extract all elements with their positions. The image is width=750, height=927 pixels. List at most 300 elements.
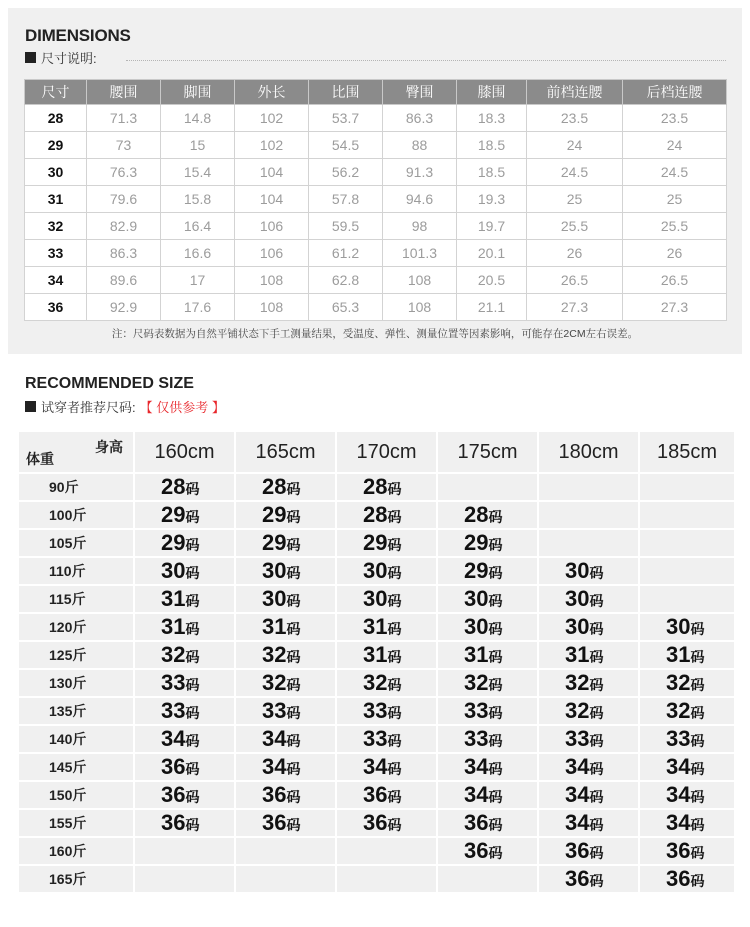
- size-suffix: 码: [387, 817, 402, 833]
- size-number: 34: [262, 754, 287, 779]
- size-number: 33: [161, 698, 186, 723]
- measurement-cell: 26.5: [623, 267, 727, 294]
- recommended-size-cell: [134, 641, 235, 669]
- measurement-cell: 18.5: [457, 159, 527, 186]
- size-suffix: 码: [690, 649, 705, 665]
- measurement-cell: 26: [623, 240, 727, 267]
- size-number: 36: [464, 810, 489, 835]
- size-suffix: 码: [387, 705, 402, 721]
- table-row: [25, 240, 727, 267]
- table-row: [18, 781, 735, 809]
- size-suffix: 码: [387, 677, 402, 693]
- table-row: [18, 585, 735, 613]
- size-suffix: 码: [286, 593, 301, 609]
- recommended-size-cell: [134, 613, 235, 641]
- recommended-size-cell: [639, 641, 735, 669]
- recommended-size-cell: [134, 781, 235, 809]
- size-number: 36: [666, 866, 691, 891]
- table-row: [25, 105, 727, 132]
- measurement-cell: 15.4: [161, 159, 235, 186]
- measurement-cell: 71.3: [87, 105, 161, 132]
- recommended-size-cell: [437, 473, 538, 501]
- size-cell: 29: [25, 132, 87, 159]
- table-row: [25, 267, 727, 294]
- measurement-cell: 89.6: [87, 267, 161, 294]
- recommended-size-cell: [235, 613, 336, 641]
- size-suffix: 码: [488, 565, 503, 581]
- recommended-size-cell: [437, 781, 538, 809]
- table-row: [18, 837, 735, 865]
- table-row: [25, 294, 727, 321]
- size-number: 34: [666, 810, 691, 835]
- measurement-cell: 108: [235, 294, 309, 321]
- table-row: [18, 473, 735, 501]
- size-number: 30: [464, 614, 489, 639]
- recommended-size-cell: [538, 613, 639, 641]
- size-number: 36: [161, 782, 186, 807]
- size-suffix: 码: [488, 845, 503, 861]
- measurement-cell: 88: [383, 132, 457, 159]
- recommended-size-cell: [336, 809, 437, 837]
- size-number: 30: [363, 558, 388, 583]
- measurement-cell: 19.7: [457, 213, 527, 240]
- measurement-cell: 23.5: [527, 105, 623, 132]
- recommended-size-cell: [336, 501, 437, 529]
- size-suffix: 码: [387, 537, 402, 553]
- measurement-cell: 101.3: [383, 240, 457, 267]
- measurement-cell: 27.3: [527, 294, 623, 321]
- measurement-cell: 24.5: [623, 159, 727, 186]
- size-number: 29: [161, 502, 186, 527]
- table-row: [18, 501, 735, 529]
- recommended-size-cell: [235, 473, 336, 501]
- measurement-cell: 18.3: [457, 105, 527, 132]
- size-number: 28: [464, 502, 489, 527]
- recommended-size-cell: [235, 585, 336, 613]
- size-suffix: 码: [185, 677, 200, 693]
- size-number: 30: [262, 558, 287, 583]
- size-suffix: 码: [286, 649, 301, 665]
- size-number: 31: [666, 642, 691, 667]
- recommended-size-cell: [639, 557, 735, 585]
- table-row: [25, 132, 727, 159]
- size-suffix: 码: [690, 677, 705, 693]
- size-number: 34: [565, 782, 590, 807]
- size-number: 33: [464, 698, 489, 723]
- measurement-cell: 53.7: [309, 105, 383, 132]
- recommended-size-cell: [538, 669, 639, 697]
- column-header: 前档连腰: [527, 80, 623, 105]
- table-row: [18, 641, 735, 669]
- recommended-size-cell: [437, 865, 538, 893]
- size-number: 32: [565, 698, 590, 723]
- size-number: 34: [464, 782, 489, 807]
- measurement-note: 注：尺码表数据为自然平铺状态下手工测量结果，受温度、弹性、测量位置等因素影响，可能存在2CM左右误差。: [111, 328, 639, 340]
- weight-cell: 110斤: [18, 557, 134, 585]
- size-suffix: 码: [185, 649, 200, 665]
- measurement-cell: 86.3: [87, 240, 161, 267]
- recommended-size-cell: [437, 641, 538, 669]
- size-suffix: 码: [387, 621, 402, 637]
- table-row: [18, 529, 735, 557]
- size-number: 32: [363, 670, 388, 695]
- size-number: 31: [161, 586, 186, 611]
- table-row: [18, 613, 735, 641]
- recommended-size-cell: [336, 697, 437, 725]
- recommended-size-cell: [437, 725, 538, 753]
- size-suffix: 码: [286, 789, 301, 805]
- table-row: [18, 557, 735, 585]
- size-number: 28: [363, 474, 388, 499]
- size-number: 29: [464, 558, 489, 583]
- weight-cell: 100斤: [18, 501, 134, 529]
- recommended-size-cell: [639, 781, 735, 809]
- size-number: 28: [161, 474, 186, 499]
- measurement-cell: 82.9: [87, 213, 161, 240]
- size-number: 30: [565, 558, 590, 583]
- size-number: 33: [464, 726, 489, 751]
- size-suffix: 码: [286, 817, 301, 833]
- measurement-cell: 25.5: [527, 213, 623, 240]
- measurement-cell: 62.8: [309, 267, 383, 294]
- measurement-cell: 20.5: [457, 267, 527, 294]
- measurement-cell: 19.3: [457, 186, 527, 213]
- size-suffix: 码: [286, 481, 301, 497]
- measurement-cell: 106: [235, 213, 309, 240]
- recommended-size-cell: [336, 781, 437, 809]
- size-suffix: 码: [286, 565, 301, 581]
- size-suffix: 码: [488, 537, 503, 553]
- recommended-size-cell: [134, 473, 235, 501]
- recommended-size-cell: [235, 753, 336, 781]
- weight-cell: 160斤: [18, 837, 134, 865]
- size-number: 36: [363, 810, 388, 835]
- weight-cell: 165斤: [18, 865, 134, 893]
- size-number: 34: [363, 754, 388, 779]
- recommended-size-cell: [538, 641, 639, 669]
- size-number: 36: [262, 810, 287, 835]
- size-suffix: 码: [690, 761, 705, 777]
- size-number: 31: [262, 614, 287, 639]
- size-number: 29: [262, 502, 287, 527]
- size-suffix: 码: [286, 705, 301, 721]
- measurement-cell: 57.8: [309, 186, 383, 213]
- height-header-row: [18, 431, 735, 473]
- size-suffix: 码: [286, 509, 301, 525]
- recommended-size-cell: [134, 725, 235, 753]
- table-row: [18, 865, 735, 893]
- size-suffix: 码: [690, 873, 705, 889]
- measurement-cell: 26: [527, 240, 623, 267]
- measurement-cell: 104: [235, 159, 309, 186]
- recommended-subtitle-text: 试穿者推荐尺码:: [41, 400, 136, 415]
- dimensions-subtitle: [25, 48, 97, 67]
- size-number: 33: [565, 726, 590, 751]
- recommended-subtitle: [25, 397, 225, 416]
- dimensions-table: [24, 79, 727, 321]
- corner-cell: [18, 431, 134, 473]
- size-number: 29: [161, 530, 186, 555]
- recommended-size-cell: [235, 781, 336, 809]
- recommended-size-cell: [538, 529, 639, 557]
- size-suffix: 码: [488, 621, 503, 637]
- size-suffix: 码: [690, 817, 705, 833]
- weight-cell: 125斤: [18, 641, 134, 669]
- recommended-size-cell: [538, 473, 639, 501]
- measurement-cell: 91.3: [383, 159, 457, 186]
- measurement-cell: 16.4: [161, 213, 235, 240]
- recommended-size-cell: [336, 557, 437, 585]
- table-row: [25, 159, 727, 186]
- size-number: 32: [262, 642, 287, 667]
- size-number: 30: [161, 558, 186, 583]
- size-suffix: 码: [488, 817, 503, 833]
- height-header: 185cm: [639, 431, 735, 473]
- recommended-size-cell: [639, 809, 735, 837]
- size-suffix: 码: [589, 789, 604, 805]
- recommended-size-cell: [437, 613, 538, 641]
- recommended-size-cell: [639, 725, 735, 753]
- size-suffix: 码: [589, 873, 604, 889]
- size-suffix: 码: [589, 761, 604, 777]
- size-number: 30: [666, 614, 691, 639]
- column-header: 膝围: [457, 80, 527, 105]
- table-row: [18, 669, 735, 697]
- recommended-size-cell: [336, 473, 437, 501]
- size-number: 36: [565, 838, 590, 863]
- size-suffix: 码: [286, 537, 301, 553]
- recommended-size-cell: [134, 501, 235, 529]
- size-suffix: 码: [387, 565, 402, 581]
- size-number: 31: [565, 642, 590, 667]
- size-number: 31: [161, 614, 186, 639]
- recommended-size-cell: [235, 865, 336, 893]
- recommended-size-cell: [437, 809, 538, 837]
- measurement-cell: 106: [235, 240, 309, 267]
- size-number: 34: [262, 726, 287, 751]
- size-suffix: 码: [690, 705, 705, 721]
- measurement-cell: 23.5: [623, 105, 727, 132]
- weight-cell: 155斤: [18, 809, 134, 837]
- height-header: 160cm: [134, 431, 235, 473]
- recommended-size-cell: [639, 753, 735, 781]
- measurement-cell: 16.6: [161, 240, 235, 267]
- column-header: 臀围: [383, 80, 457, 105]
- measurement-cell: 21.1: [457, 294, 527, 321]
- measurement-cell: 15.8: [161, 186, 235, 213]
- size-number: 32: [666, 698, 691, 723]
- measurement-cell: 54.5: [309, 132, 383, 159]
- size-suffix: 码: [690, 789, 705, 805]
- recommended-size-cell: [538, 837, 639, 865]
- weight-cell: 105斤: [18, 529, 134, 557]
- size-cell: 31: [25, 186, 87, 213]
- size-suffix: 码: [185, 481, 200, 497]
- measurement-cell: 61.2: [309, 240, 383, 267]
- size-number: 33: [363, 726, 388, 751]
- size-number: 32: [161, 642, 186, 667]
- measurement-cell: 14.8: [161, 105, 235, 132]
- size-suffix: 码: [185, 705, 200, 721]
- measurement-cell: 104: [235, 186, 309, 213]
- size-number: 32: [464, 670, 489, 695]
- recommended-size-cell: [538, 557, 639, 585]
- recommended-size-cell: [538, 585, 639, 613]
- recommended-size-cell: [437, 529, 538, 557]
- recommended-size-cell: [336, 585, 437, 613]
- column-header: 外长: [235, 80, 309, 105]
- size-suffix: 码: [185, 509, 200, 525]
- size-number: 32: [262, 670, 287, 695]
- size-suffix: 码: [185, 621, 200, 637]
- size-suffix: 码: [589, 845, 604, 861]
- size-suffix: 码: [488, 733, 503, 749]
- size-number: 29: [262, 530, 287, 555]
- size-suffix: 码: [488, 705, 503, 721]
- dotted-divider: [126, 60, 726, 61]
- weight-cell: 120斤: [18, 613, 134, 641]
- recommended-size-cell: [235, 669, 336, 697]
- measurement-cell: 26.5: [527, 267, 623, 294]
- measurement-cell: 25: [527, 186, 623, 213]
- recommended-size-cell: [134, 809, 235, 837]
- size-number: 34: [565, 754, 590, 779]
- table-row: [18, 697, 735, 725]
- recommended-size-cell: [336, 669, 437, 697]
- recommended-size-cell: [639, 865, 735, 893]
- recommended-size-cell: [639, 837, 735, 865]
- size-cell: 32: [25, 213, 87, 240]
- size-suffix: 码: [488, 789, 503, 805]
- size-suffix: 码: [589, 621, 604, 637]
- table-row: [18, 753, 735, 781]
- table-row: [18, 809, 735, 837]
- size-suffix: 码: [185, 537, 200, 553]
- measurement-cell: 18.5: [457, 132, 527, 159]
- recommended-size-cell: [235, 809, 336, 837]
- size-suffix: 码: [488, 593, 503, 609]
- measurement-cell: 98: [383, 213, 457, 240]
- size-number: 29: [363, 530, 388, 555]
- recommended-size-cell: [639, 473, 735, 501]
- measurement-cell: 25.5: [623, 213, 727, 240]
- recommended-size-cell: [639, 613, 735, 641]
- height-label: 身高: [95, 439, 123, 455]
- size-number: 36: [161, 754, 186, 779]
- measurement-cell: 17.6: [161, 294, 235, 321]
- measurement-cell: 24: [623, 132, 727, 159]
- recommended-size-cell: [134, 669, 235, 697]
- size-suffix: 码: [690, 845, 705, 861]
- size-number: 28: [262, 474, 287, 499]
- recommended-size-cell: [235, 641, 336, 669]
- recommended-size-cell: [134, 753, 235, 781]
- size-suffix: 码: [286, 677, 301, 693]
- recommended-size-cell: [235, 697, 336, 725]
- size-number: 30: [363, 586, 388, 611]
- recommended-size-cell: [437, 697, 538, 725]
- recommended-size-cell: [235, 501, 336, 529]
- column-header: 尺寸: [25, 80, 87, 105]
- size-suffix: 码: [387, 481, 402, 497]
- square-bullet-icon: [25, 401, 36, 412]
- size-number: 28: [363, 502, 388, 527]
- size-suffix: 码: [387, 593, 402, 609]
- size-cell: 36: [25, 294, 87, 321]
- recommended-size-cell: [639, 669, 735, 697]
- column-header: 腰围: [87, 80, 161, 105]
- recommended-size-cell: [538, 865, 639, 893]
- recommended-size-cell: [235, 557, 336, 585]
- measurement-cell: 15: [161, 132, 235, 159]
- recommended-size-cell: [538, 501, 639, 529]
- recommended-size-cell: [639, 585, 735, 613]
- recommended-size-cell: [134, 837, 235, 865]
- recommended-size-cell: [134, 585, 235, 613]
- size-number: 34: [464, 754, 489, 779]
- size-suffix: 码: [286, 621, 301, 637]
- weight-label: 体重: [26, 451, 54, 467]
- dimensions-header-row: [25, 80, 727, 105]
- recommended-size-cell: [538, 725, 639, 753]
- recommended-size-cell: [538, 697, 639, 725]
- measurement-cell: 25: [623, 186, 727, 213]
- size-suffix: 码: [488, 509, 503, 525]
- size-suffix: 码: [387, 789, 402, 805]
- size-suffix: 码: [185, 789, 200, 805]
- measurement-cell: 108: [235, 267, 309, 294]
- size-suffix: 码: [589, 705, 604, 721]
- recommended-size-cell: [336, 753, 437, 781]
- reference-only-note: 【 仅供参考 】: [139, 400, 225, 415]
- size-number: 36: [666, 838, 691, 863]
- recommended-size-cell: [134, 557, 235, 585]
- size-number: 31: [464, 642, 489, 667]
- size-number: 33: [666, 726, 691, 751]
- recommended-size-cell: [538, 809, 639, 837]
- recommended-size-cell: [437, 501, 538, 529]
- weight-cell: 135斤: [18, 697, 134, 725]
- measurement-cell: 102: [235, 132, 309, 159]
- size-suffix: 码: [488, 677, 503, 693]
- table-row: [25, 186, 727, 213]
- size-suffix: 码: [589, 649, 604, 665]
- size-number: 30: [262, 586, 287, 611]
- size-suffix: 码: [488, 649, 503, 665]
- measurement-cell: 17: [161, 267, 235, 294]
- size-number: 33: [161, 670, 186, 695]
- measurement-cell: 65.3: [309, 294, 383, 321]
- size-number: 34: [666, 754, 691, 779]
- measurement-cell: 79.6: [87, 186, 161, 213]
- recommended-size-cell: [336, 865, 437, 893]
- recommended-size-cell: [437, 753, 538, 781]
- size-suffix: 码: [387, 761, 402, 777]
- size-number: 36: [363, 782, 388, 807]
- recommended-size-cell: [437, 669, 538, 697]
- size-cell: 33: [25, 240, 87, 267]
- recommended-size-cell: [437, 837, 538, 865]
- recommended-title: RECOMMENDED SIZE: [25, 375, 194, 392]
- recommended-size-cell: [134, 865, 235, 893]
- measurement-cell: 94.6: [383, 186, 457, 213]
- size-suffix: 码: [589, 677, 604, 693]
- size-suffix: 码: [387, 649, 402, 665]
- size-suffix: 码: [589, 733, 604, 749]
- size-number: 29: [464, 530, 489, 555]
- recommended-size-cell: [639, 501, 735, 529]
- weight-cell: 90斤: [18, 473, 134, 501]
